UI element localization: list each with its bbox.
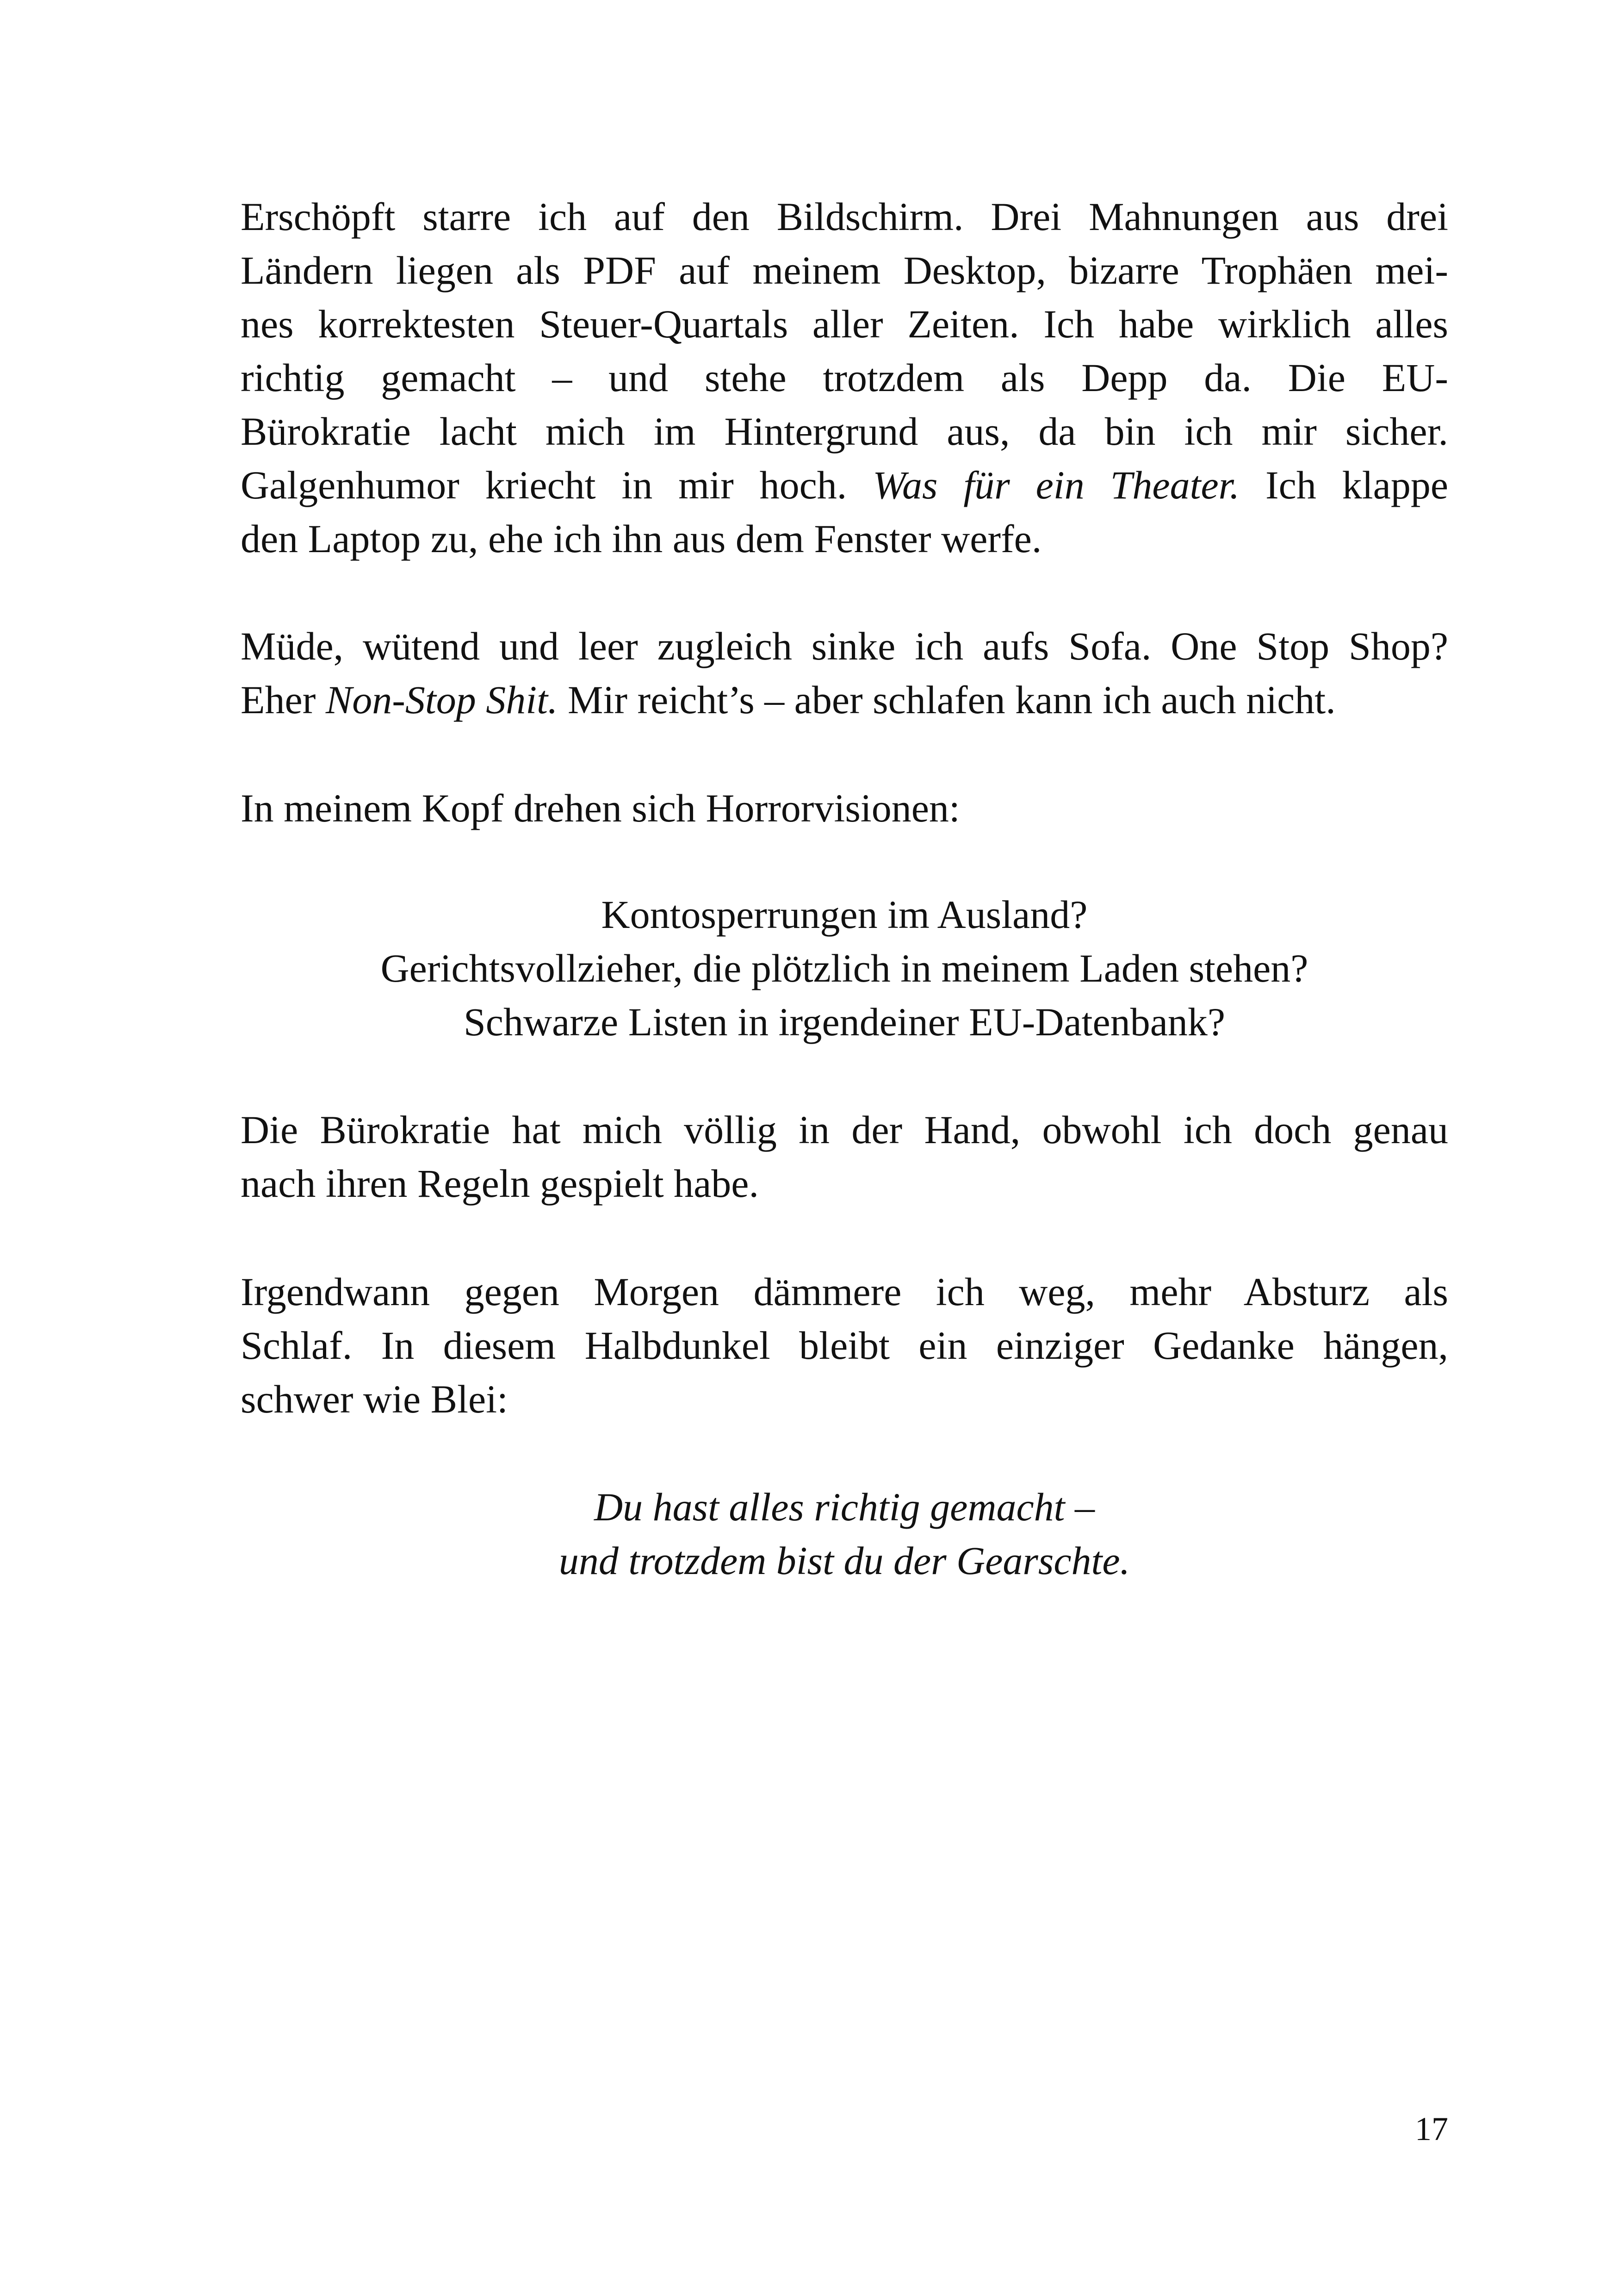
paragraph-exhausted	[241, 190, 1448, 566]
paragraph-bureaucracy	[241, 1103, 1448, 1210]
text-segment: Ich klappe	[1240, 463, 1448, 507]
text-segment: Galgenhumor kriecht in mir hoch.	[241, 463, 873, 507]
text-line: Irgendwann gegen Morgen dämmere ich weg, mehr Absturz als	[241, 1269, 1448, 1314]
quote-line: und trotzdem bist du der Gearschte.	[558, 1538, 1130, 1583]
text-line-mixed	[241, 458, 1448, 512]
closing-quote	[241, 1480, 1448, 1587]
list-item: Kontosperrungen im Ausland?	[601, 892, 1088, 937]
text-line: Bürokratie lacht mich im Hintergrund aus, da bin ich mir sicher.	[241, 409, 1448, 454]
text-line: Die Bürokratie hat mich völlig in der Hand, obwohl ich doch genau	[241, 1108, 1448, 1152]
text-line: Müde, wütend und leer zugleich sinke ich aufs Sofa. One Stop Shop?	[241, 624, 1448, 668]
list-item: Gerichtsvollzieher, die plötzlich in meinem Laden stehen?	[380, 946, 1308, 990]
list-item: Schwarze Listen in irgendeiner EU-Datenbank?	[463, 1000, 1226, 1044]
italic-phrase: Non-Stop Shit.	[325, 678, 558, 722]
paragraph-morning	[241, 1265, 1448, 1426]
italic-phrase: Was für ein Theater.	[873, 463, 1240, 507]
text-line: schwer wie Blei:	[241, 1377, 508, 1421]
quote-line: Du hast alles richtig gemacht –	[594, 1485, 1095, 1529]
text-line: In meinem Kopf drehen sich Horrorvisionen:	[241, 786, 960, 830]
text-line-mixed	[241, 673, 1448, 727]
text-segment: Eher	[241, 678, 326, 722]
text-line: Erschöpft starre ich auf den Bildschirm. Drei Mahnungen aus drei	[241, 194, 1448, 239]
text-line: den Laptop zu, ehe ich ihn aus dem Fenster werfe.	[241, 516, 1042, 561]
horror-visions-list	[241, 888, 1448, 1049]
page-number: 17	[1415, 2110, 1448, 2147]
text-line: nes korrektesten Steuer-Quartals aller Zeiten. Ich habe wirklich alles	[241, 302, 1448, 346]
text-line: Ländern liegen als PDF auf meinem Desktop, bizarre Trophäen mei-	[241, 248, 1448, 292]
paragraph-sofa	[241, 619, 1448, 727]
text-line: Schlaf. In diesem Halbdunkel bleibt ein einziger Gedanke hängen,	[241, 1323, 1448, 1368]
text-segment: Mir reicht’s – aber schlafen kann ich auch nicht.	[558, 678, 1336, 722]
paragraph-horror-intro	[241, 781, 1448, 835]
text-line: richtig gemacht – und stehe trotzdem als Depp da. Die EU-	[241, 355, 1448, 400]
text-line: nach ihren Regeln gespielt habe.	[241, 1161, 759, 1206]
